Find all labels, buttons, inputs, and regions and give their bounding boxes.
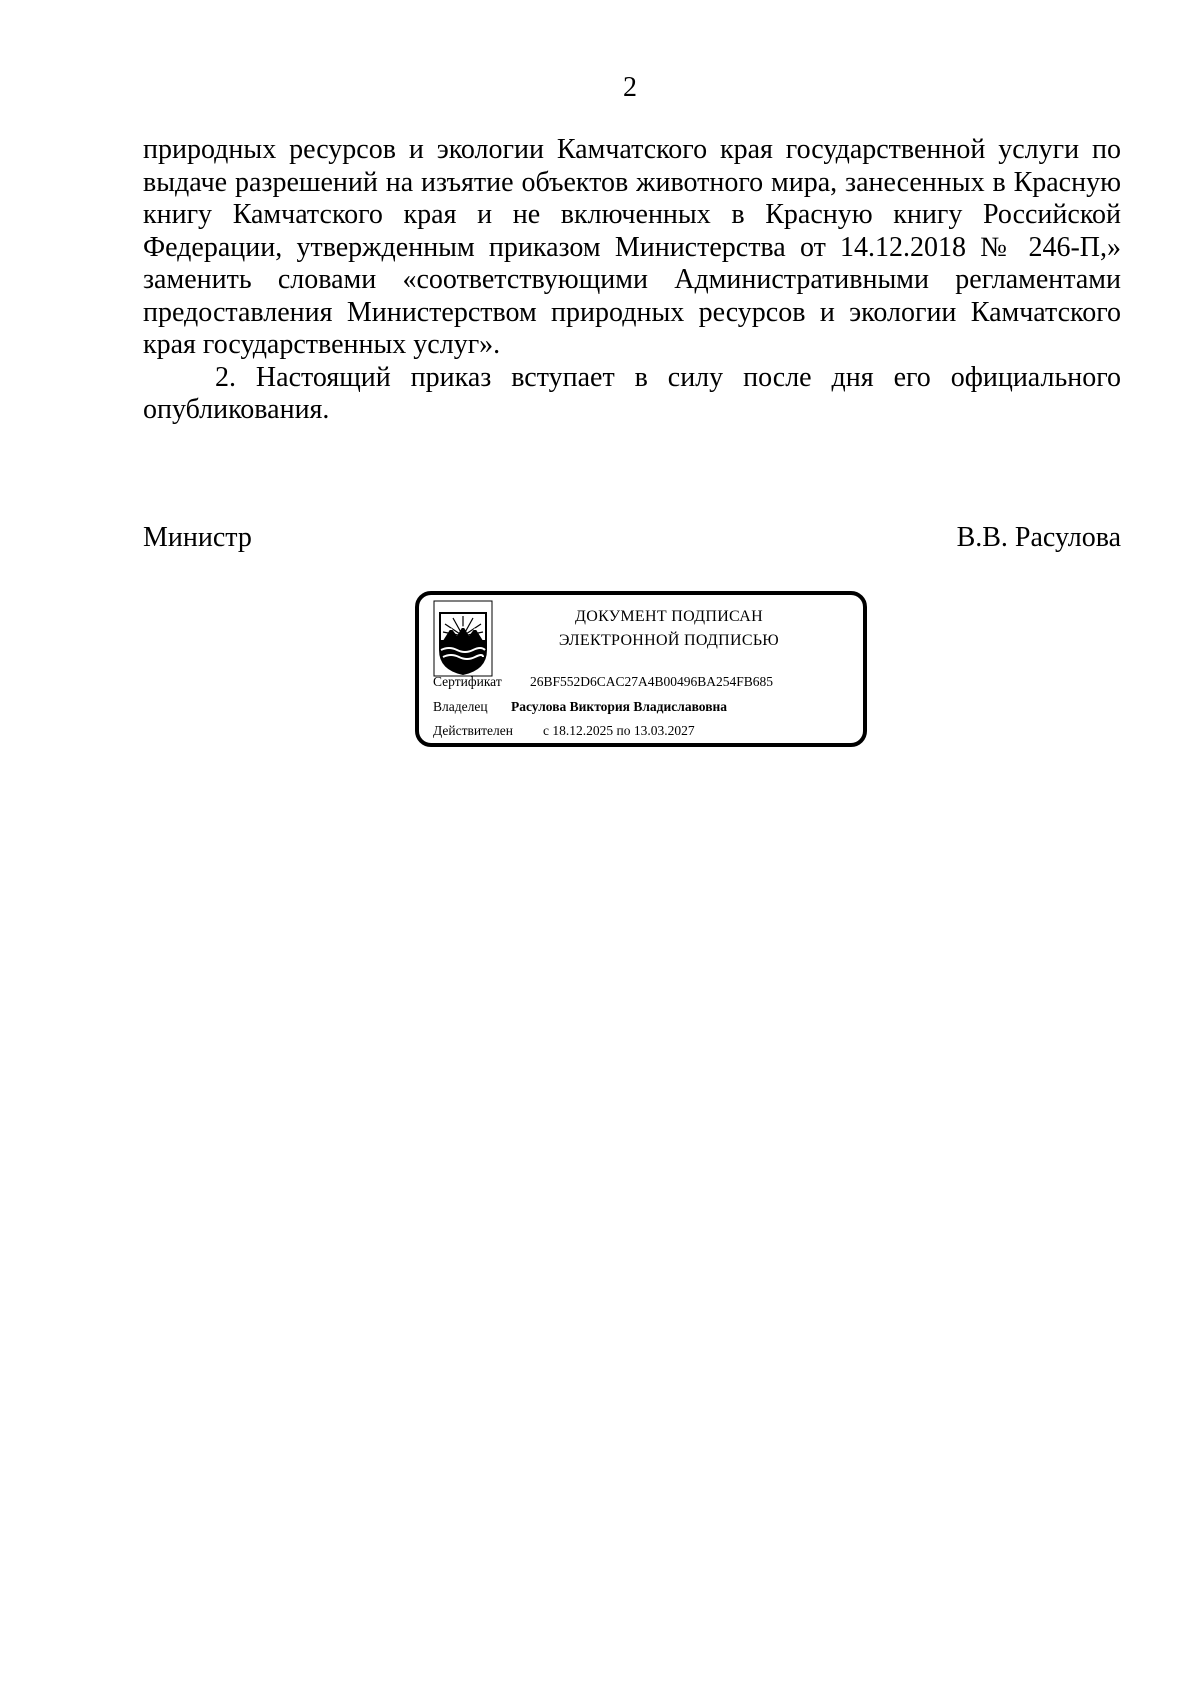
stamp-title-line-1: ДОКУМЕНТ ПОДПИСАН <box>575 608 763 625</box>
stamp-title-line-2: ЭЛЕКТРОННОЙ ПОДПИСЬЮ <box>558 632 780 649</box>
owner-value: Расулова Виктория Владиславовна <box>511 699 728 714</box>
stamp-owner-row <box>433 698 727 716</box>
owner-label: Владелец <box>433 699 488 714</box>
valid-value: с 18.12.2025 по 13.03.2027 <box>543 723 695 738</box>
electronic-signature-stamp <box>415 591 867 747</box>
certificate-label: Сертификат <box>433 674 502 689</box>
signatory-position: Министр <box>143 522 252 553</box>
valid-label: Действителен <box>433 723 513 738</box>
paragraph-1: природных ресурсов и экологии Камчатского края государственной услуги по выдаче разрешений на изъятие объектов животного мира, занесенных в Красную книгу Камчатского края и не включенных в Красную книгу Российской Федерации, утвержденным приказом Министерства от 14.12.2018 № 246-П,» заменить словами «соответствующими Административными регламентами предоставления Министерством природных ресурсов и экологии Камчатского края государственных услуг». <box>143 134 1121 360</box>
stamp-validity-row <box>433 722 695 740</box>
signatory-name: В.В. Расулова <box>956 522 1121 553</box>
paragraph-2: 2. Настоящий приказ вступает в силу после дня его официального опубликования. <box>143 361 1121 425</box>
stamp-title <box>519 605 819 653</box>
stamp-certificate-row <box>433 673 773 691</box>
page-number: 2 <box>623 72 637 103</box>
body-text <box>143 134 1121 427</box>
kamchatka-coat-of-arms-icon <box>433 600 493 677</box>
certificate-value: 26BF552D6CAC27A4B00496BA254FB685 <box>530 674 774 689</box>
